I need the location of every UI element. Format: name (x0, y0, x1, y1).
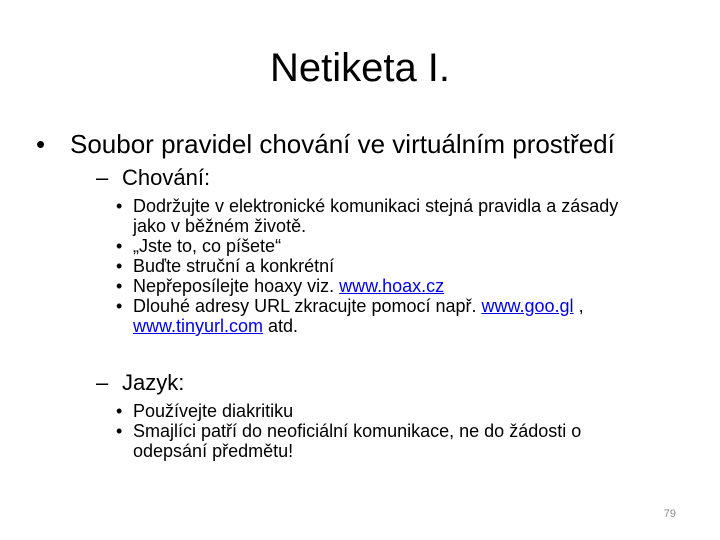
list-item-prefix: Nepřeposílejte hoaxy viz. (133, 276, 340, 296)
list-item (116, 256, 696, 276)
bullet-icon: • (116, 196, 123, 216)
list-item-prefix: Dlouhé adresy URL zkracujte pomocí např. (133, 296, 482, 316)
list-item-text-continued: odepsání předmětu! (133, 441, 294, 461)
list-item (116, 421, 696, 461)
list-item-text: „Jste to, co píšete“ (133, 236, 282, 256)
bullet-icon: • (116, 276, 123, 296)
bullet-icon: • (116, 236, 123, 256)
list-item (116, 276, 696, 296)
list-item-text: Smajlíci patří do neoficiální komunikace, ne do žádosti o (133, 421, 582, 441)
list-item-text (133, 276, 696, 296)
list-item-separator: , (573, 296, 584, 316)
section-heading-jazyk (96, 368, 184, 398)
bullet-icon: • (116, 296, 123, 316)
bullet-icon: • (116, 256, 123, 276)
list-item-text-continued (133, 316, 696, 336)
bullet-icon: • (116, 421, 123, 441)
dash-icon: – (96, 165, 109, 190)
goo-gl-link[interactable]: www.goo.gl (481, 296, 574, 316)
list-item-text-continued: jako v běžném životě. (133, 216, 307, 236)
section2-list (116, 401, 696, 461)
list-item-text (133, 296, 696, 316)
list-item (116, 401, 696, 421)
list-item (116, 236, 696, 256)
section-heading-chovani (96, 163, 210, 193)
list-item-text: Používejte diakritiku (133, 401, 294, 421)
bullet-icon: • (36, 129, 46, 159)
section-heading-text: Chování: (122, 165, 211, 190)
hoax-link[interactable]: www.hoax.cz (339, 276, 445, 296)
list-item (116, 296, 696, 336)
level1-text: Soubor pravidel chování ve virtuálním prostředí (70, 129, 615, 159)
bullet-icon: • (116, 401, 123, 421)
list-item-text: Dodržujte v elektronické komunikaci stejná pravidla a zásady (133, 196, 619, 216)
dash-icon: – (96, 370, 109, 395)
list-item-suffix: atd. (263, 316, 299, 336)
list-item (116, 196, 696, 236)
section1-list (116, 196, 696, 336)
slide-title: Netiketa I. (269, 46, 451, 90)
list-item-text: Buďte struční a konkrétní (133, 256, 335, 276)
section-heading-text: Jazyk: (122, 370, 185, 395)
tinyurl-link[interactable]: www.tinyurl.com (133, 316, 264, 336)
page-number: 79 (663, 508, 676, 520)
